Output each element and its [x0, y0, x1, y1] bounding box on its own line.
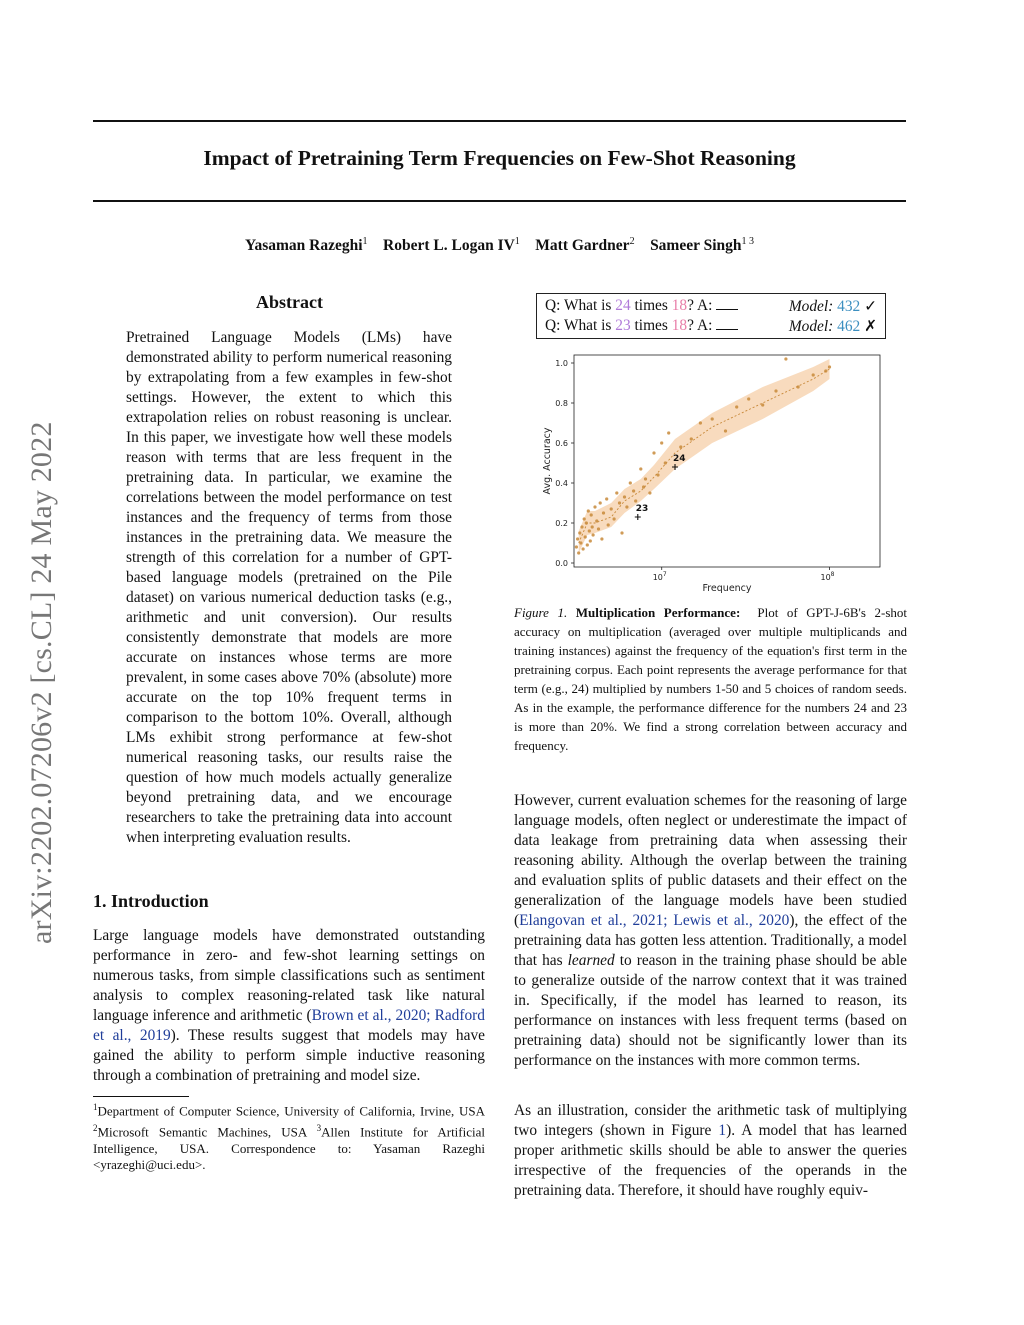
citation-link[interactable]: Elangovan et al., 2021; Lewis et al., 2020	[519, 912, 790, 929]
footnote-text: Department of Computer Science, University of California, Irvine, USA	[97, 1103, 485, 1119]
introduction-heading: 1. Introduction	[93, 891, 209, 911]
figure-label: Figure 1.	[514, 605, 568, 620]
arxiv-watermark: arXiv:2202.07206v2 [cs.CL] 24 May 2022	[25, 421, 58, 944]
data-point	[595, 519, 598, 522]
data-point	[591, 525, 594, 528]
x-tick-label: $10^8$	[820, 571, 835, 582]
data-point	[639, 467, 642, 470]
cross-icon: ✗	[864, 318, 877, 335]
data-point	[690, 437, 693, 440]
data-point	[582, 547, 585, 550]
figure-title: Multiplication Performance:	[575, 605, 741, 620]
data-point	[578, 531, 581, 534]
data-point	[588, 529, 591, 532]
data-point	[629, 481, 632, 484]
footnote-text: Microsoft Semantic Machines, USA	[97, 1124, 317, 1140]
data-point	[618, 501, 621, 504]
y-tick-label: 0.6	[555, 439, 568, 448]
y-axis-label: Avg. Accuracy	[542, 427, 553, 495]
data-point	[577, 551, 580, 554]
data-point	[644, 477, 647, 480]
figure-caption-text: Plot of GPT-J-6B's 2-shot accuracy on multiplication (averaged over multiple multiplicands and training instances) against the frequency of the equation's first term in the pretraining corpus. Each point represents the average performance for that term (e.g., 24) multiplied by numbers 1-50 and 5 choices of random seeds. As in the example, the performance difference for the numbers 24 and 23 is more than 20%. We find a strong correlation between accuracy and frequency.	[514, 605, 907, 753]
footnote-rule	[93, 1096, 189, 1097]
data-point	[615, 491, 618, 494]
footnote-mark: 1	[93, 1102, 98, 1112]
data-point	[735, 405, 738, 408]
figure-ref-link[interactable]: 1	[718, 1122, 727, 1139]
footnote-mark: 3	[316, 1122, 322, 1133]
data-point	[607, 523, 610, 526]
data-point	[784, 357, 787, 360]
highlight-label: 24	[673, 454, 686, 464]
data-point	[664, 461, 667, 464]
data-point	[711, 417, 714, 420]
model-answer: Model: 432 ✓	[788, 298, 877, 315]
y-tick-label: 0.4	[555, 479, 568, 488]
data-point	[652, 451, 655, 454]
y-tick-label: 0.8	[555, 399, 568, 408]
question-text: Q: What is 24 times 18? A:	[545, 297, 738, 315]
y-tick-label: 1.0	[555, 359, 568, 368]
intro-text-part: Large language models have demonstrated outstanding performance in zero- and few-shot learning settings on numerous tasks, from simple classifications such as sentiment analysis to complex reasoning-related task like natural language inference and arithmetic (	[93, 927, 485, 1024]
data-point	[620, 531, 623, 534]
y-tick-label: 0.2	[555, 519, 568, 528]
author-affiliation: 1	[514, 236, 520, 247]
data-point	[660, 441, 663, 444]
introduction-text	[93, 926, 485, 1086]
data-point	[580, 525, 583, 528]
data-point	[576, 537, 579, 540]
data-point	[613, 517, 616, 520]
footnote-text: Allen Institute for Artificial Intelligence, USA. Correspondence to: Yasaman Razeghi <yrazeghi@uci.edu>.	[93, 1124, 485, 1173]
data-point	[761, 403, 764, 406]
author-name: Yasaman Razeghi	[244, 237, 363, 255]
data-point	[592, 533, 595, 536]
intro-text-part: ). These results suggest that models may have gained the ability to perform simple inductive reasoning through a combination of pretraining and model size.	[93, 1027, 485, 1084]
author-affiliation: 1	[362, 236, 368, 247]
model-answer: Model: 462 ✗	[788, 318, 877, 335]
data-point	[579, 541, 582, 544]
question-text: Q: What is 23 times 18? A:	[545, 317, 738, 335]
data-point	[656, 473, 659, 476]
citation-link[interactable]: Brown et al., 2020; Radford et al., 2019	[93, 1007, 486, 1044]
data-point	[597, 527, 600, 530]
data-point	[699, 421, 702, 424]
data-point	[587, 509, 590, 512]
title-bottom-rule	[93, 200, 906, 202]
affiliation-footnote	[93, 1099, 485, 1174]
author-name: Sameer Singh	[650, 237, 742, 255]
data-point	[828, 365, 831, 368]
author-name: Robert L. Logan IV	[383, 237, 515, 255]
data-point	[774, 389, 777, 392]
figure-qa-box	[536, 293, 886, 339]
data-point	[632, 489, 635, 492]
figure-caption	[514, 603, 907, 755]
data-point	[584, 535, 587, 538]
qa-row-incorrect	[545, 317, 877, 337]
paper-title: Impact of Pretraining Term Frequencies on Few-Shot Reasoning	[203, 146, 796, 170]
data-point	[812, 373, 815, 376]
abstract-text: Pretrained Language Models (LMs) have demonstrated ability to perform numerical reasoning by extrapolating from a few examples in few-shot settings. However, the extent to which this extrapolation relies on robust reasoning is unclear. In this paper, we investigate how well these models reason with terms that are less frequent in the pretraining data. In particular, we examine the correlations between the model performance on test instances and the frequency of terms from those instances in the pretraining data. We measure the strength of this correlation for a number of GPT-based language models (pretrained on the Pile dataset) on various numerical deduction tasks (e.g., arithmetic and unit conversion). Our results consistently demonstrate that models are more accurate on instances whose terms are more prevalent, in some cases above 70% (absolute) more accurate on the top 10% frequent terms in comparison to the bottom 10%. Overall, although LMs exhibit strong performance at few-shot numerical reasoning tasks, our results raise the question of how much models actually generalize beyond pretraining data, and we encourage researchers to take the pretraining data into account when interpreting evaluation results.	[126, 329, 452, 846]
y-tick-label: 0.0	[555, 559, 568, 568]
qa-row-correct	[545, 297, 877, 317]
highlight-marker	[635, 514, 641, 520]
data-point	[589, 539, 592, 542]
data-point	[642, 485, 645, 488]
check-icon: ✓	[864, 298, 877, 315]
data-point	[648, 491, 651, 494]
highlight-label: 23	[635, 504, 649, 514]
data-point	[667, 431, 670, 434]
data-point	[679, 445, 682, 448]
data-point	[605, 497, 608, 500]
data-point	[747, 397, 750, 400]
author-name: Matt Gardner	[535, 237, 630, 255]
x-tick-label: $10^7$	[652, 571, 667, 582]
data-point	[724, 429, 727, 432]
top-rule	[93, 120, 906, 122]
data-point	[585, 521, 588, 524]
confidence-band	[579, 359, 830, 553]
x-axis-label: Frequency	[702, 583, 752, 594]
data-point	[824, 369, 827, 372]
author-affiliation: 1 3	[741, 236, 754, 247]
body-paragraph: As an illustration, consider the arithmetic task of multiplying two integers (shown in Figure 1). A model that has learned proper arithmetic skills should be able to answer the queries irrespective of the frequencies of the operands in the pretraining data. Therefore, it should have roughly equiv-	[514, 1102, 907, 1199]
data-point	[625, 505, 628, 508]
data-point	[593, 505, 596, 508]
data-point	[600, 537, 603, 540]
data-point	[599, 501, 602, 504]
data-point	[797, 385, 800, 388]
footnote-mark: 2	[93, 1122, 98, 1133]
data-point	[610, 507, 613, 510]
data-point	[590, 513, 593, 516]
body-paragraph: However, current evaluation schemes for the reasoning of large language models, often neglect or underestimate the impact of data leakage from pretraining data when assessing their reasoning ability. Although the overlap between the training and evaluation splits of public datasets and their effect on the generalization of the language models have been studied (Elangovan et al., 2021; Lewis et al., 2020), the effect of the pretraining data has gotten less attention. Traditionally, a model that has learned to reason in the training phase should be able to generalize outside of the narrow context that it was trained in. Specifically, if the model has learned to reason, its performance on instances with less frequent terms (based on pretraining data) should not be significantly lower than its performance on the instances with more common terms.	[514, 792, 907, 1069]
author-affiliation: 2	[629, 236, 635, 247]
plot-frame	[574, 355, 880, 567]
accuracy-frequency-chart	[530, 347, 890, 597]
author-list	[93, 236, 906, 255]
data-point	[583, 517, 586, 520]
abstract-heading: Abstract	[256, 292, 323, 312]
data-point	[634, 499, 637, 502]
data-point	[586, 543, 589, 546]
data-point	[602, 511, 605, 514]
data-point	[575, 545, 578, 548]
data-point	[623, 495, 626, 498]
